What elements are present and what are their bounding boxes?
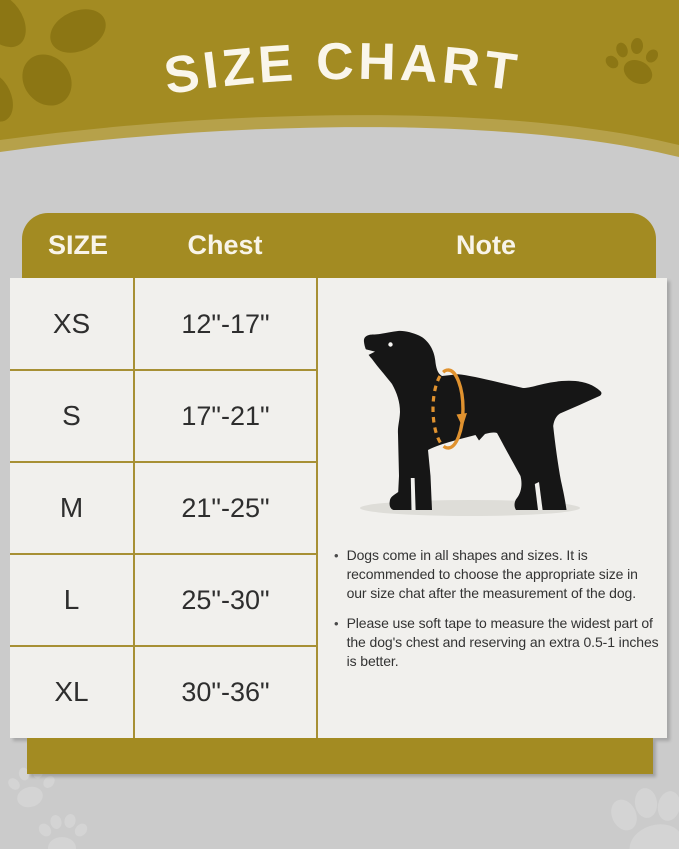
chest-cell: 30"-36" xyxy=(181,676,270,707)
paw-print-icon xyxy=(36,813,89,849)
bullet-dot: • xyxy=(334,616,339,631)
column-header-chest: Chest xyxy=(187,230,263,260)
size-cell: XS xyxy=(52,308,91,339)
table-header-row xyxy=(22,213,656,278)
column-header-note: Note xyxy=(456,230,516,260)
note-text: Please use soft tape to measure the widest part of the dog's chest and reserving an extra 0.5-1 inches is better. xyxy=(346,615,659,669)
size-cell: M xyxy=(59,492,84,523)
header-banner xyxy=(0,0,679,170)
note-item xyxy=(334,614,664,671)
chest-cell: 17"-21" xyxy=(181,400,270,431)
note-item xyxy=(334,546,664,603)
paw-print-icon xyxy=(606,787,679,849)
chest-cell: 21"-25" xyxy=(181,492,270,523)
table-footer-bar xyxy=(27,738,653,774)
column-header-size: SIZE xyxy=(47,230,108,260)
size-chart-title: SIZE CHART xyxy=(160,32,524,106)
chest-cell: 25"-30" xyxy=(181,584,270,615)
chest-cell: 12"-17" xyxy=(181,308,270,339)
notes-list xyxy=(334,546,664,682)
size-cell: S xyxy=(62,400,81,431)
dog-illustration xyxy=(358,326,612,520)
dog-silhouette xyxy=(364,331,602,510)
size-cell: XL xyxy=(54,676,89,707)
bullet-dot: • xyxy=(334,548,339,563)
note-cell xyxy=(318,278,667,738)
note-text: Dogs come in all shapes and sizes. It is recommended to choose the appropriate size in our size chat after the measurement of the dog. xyxy=(346,547,638,601)
size-cell: L xyxy=(63,584,80,615)
dog-eye xyxy=(388,342,392,346)
